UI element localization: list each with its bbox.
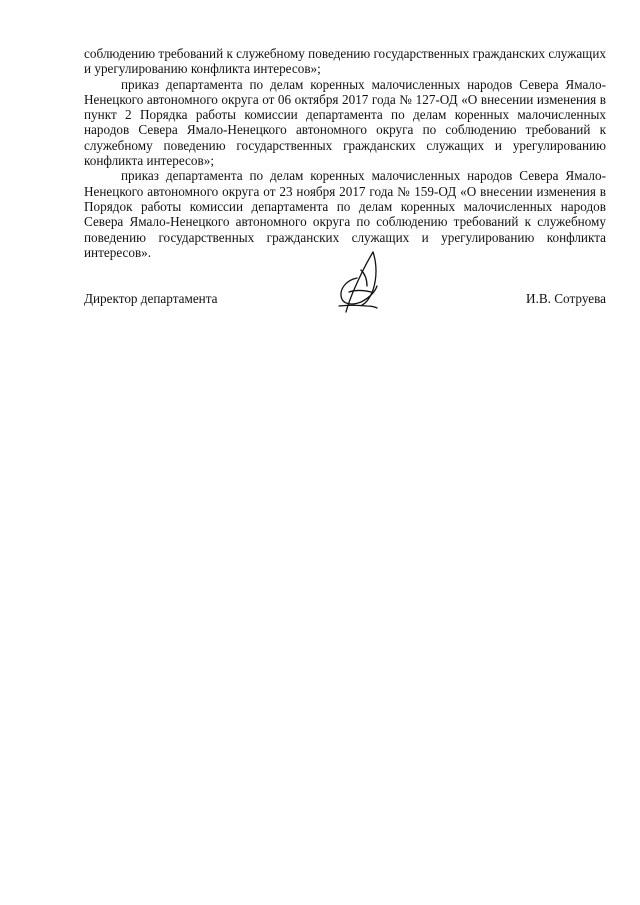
paragraph-continuation: соблюдению требований к служебному поведению государственных гражданских служащих и урегулированию конфликта интересов»; xyxy=(84,46,606,77)
paragraph-order-159: приказ департамента по делам коренных малочисленных народов Севера Ямало-Ненецкого автономного округа от 23 ноября 2017 года № 159-ОД «О внесении изменения в Порядок работы комиссии департамента по делам коренных малочисленных народов Севера Ямало-Ненецкого автономного округа по соблюдению требований к служебному поведению государственных гражданских служащих и урегулированию конфликта интересов». xyxy=(84,168,606,260)
document-body xyxy=(84,46,606,260)
signatory-name: И.В. Сотруева xyxy=(526,291,606,306)
signatory-title: Директор департамента xyxy=(84,291,218,306)
handwritten-signature xyxy=(333,248,385,316)
paragraph-order-127: приказ департамента по делам коренных малочисленных народов Севера Ямало-Ненецкого автономного округа от 06 октября 2017 года № 127-ОД «О внесении изменения в пункт 2 Порядка работы комиссии департамента по делам коренных малочисленных народов Севера Ямало-Ненецкого автономного округа по соблюдению требований к служебному поведению государственных гражданских служащих и урегулированию конфликта интересов»; xyxy=(84,76,606,169)
